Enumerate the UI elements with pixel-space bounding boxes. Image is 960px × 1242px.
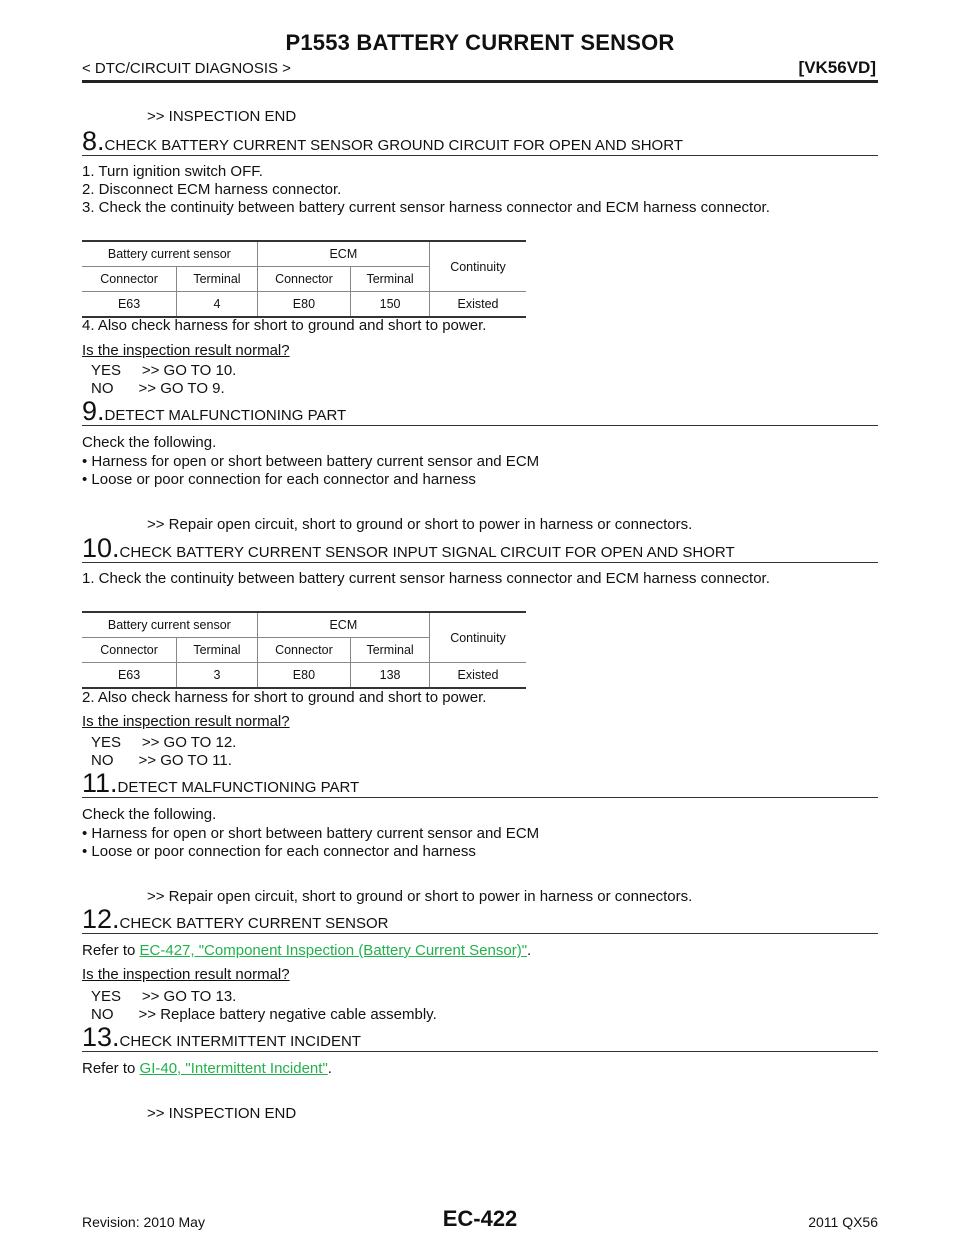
- step-13-heading: [82, 1024, 878, 1052]
- step-13-title: CHECK INTERMITTENT INCIDENT: [119, 1033, 361, 1050]
- header-rule: [82, 80, 878, 83]
- step-11-bullet-2: • Loose or poor connection for each connector and harness: [82, 843, 476, 860]
- step-11-title: DETECT MALFUNCTIONING PART: [117, 779, 360, 796]
- continuity-table-step-8: [82, 240, 526, 318]
- refer-suffix: .: [327, 1060, 332, 1077]
- table-header-continuity: Continuity: [430, 241, 527, 292]
- table-group-sensor: Battery current sensor: [82, 241, 257, 267]
- step-8-question: Is the inspection result normal?: [82, 342, 290, 359]
- step-13-number: 13.: [82, 1022, 120, 1052]
- step-10-after: 2. Also check harness for short to ground and short to power.: [82, 689, 487, 706]
- step-8-item-3: 3. Check the continuity between battery current sensor harness connector and ECM harness connector.: [82, 199, 770, 216]
- top-result: >> INSPECTION END: [147, 108, 297, 125]
- table-header-terminal: Terminal: [351, 638, 430, 663]
- table-cell: Existed: [430, 292, 527, 318]
- table-cell: 150: [351, 292, 430, 318]
- table-header-connector: Connector: [82, 267, 177, 292]
- step-8-item-1: 1. Turn ignition switch OFF.: [82, 163, 263, 180]
- step-12-no: NO >> Replace battery negative cable assembly.: [91, 1006, 437, 1023]
- breadcrumb: < DTC/CIRCUIT DIAGNOSIS >: [82, 60, 291, 77]
- table-row: [82, 292, 526, 318]
- page-title: P1553 BATTERY CURRENT SENSOR: [285, 30, 675, 55]
- step-13-result: >> INSPECTION END: [147, 1105, 297, 1122]
- step-11-heading: [82, 770, 878, 798]
- table-row: [82, 663, 526, 689]
- step-12-refer: [82, 942, 531, 960]
- step-8-heading: [82, 128, 878, 156]
- component-inspection-link[interactable]: EC-427, "Component Inspection (Battery Current Sensor)": [139, 942, 528, 959]
- table-cell: Existed: [430, 663, 527, 689]
- step-13-refer: [82, 1060, 332, 1078]
- step-9-title: DETECT MALFUNCTIONING PART: [104, 407, 347, 424]
- step-9-heading: [82, 398, 878, 426]
- step-8-after: 4. Also check harness for short to ground and short to power.: [82, 317, 487, 334]
- continuity-table-step-10: [82, 611, 526, 689]
- table-cell: 4: [177, 292, 257, 318]
- step-10-heading: [82, 535, 878, 563]
- table-cell: E63: [82, 292, 177, 318]
- table-group-ecm: ECM: [257, 241, 429, 267]
- model-year: 2011 QX56: [808, 1214, 878, 1230]
- model-code: [VK56VD]: [798, 58, 876, 77]
- refer-prefix: Refer to: [82, 942, 140, 959]
- step-10-question: Is the inspection result normal?: [82, 713, 290, 730]
- step-9-bullet-2: • Loose or poor connection for each connector and harness: [82, 471, 476, 488]
- step-11-number: 11.: [82, 768, 118, 798]
- table-header-terminal: Terminal: [177, 638, 257, 663]
- step-9-bullet-1: • Harness for open or short between battery current sensor and ECM: [82, 453, 540, 470]
- step-8-item-2: 2. Disconnect ECM harness connector.: [82, 181, 342, 198]
- step-9-intro: Check the following.: [82, 434, 217, 451]
- table-cell: E80: [257, 663, 350, 689]
- table-header-terminal: Terminal: [351, 267, 430, 292]
- intermittent-incident-link[interactable]: GI-40, "Intermittent Incident": [139, 1060, 328, 1077]
- table-header-connector: Connector: [257, 638, 350, 663]
- revision-date: Revision: 2010 May: [82, 1214, 205, 1230]
- step-10-no: NO >> GO TO 11.: [91, 752, 232, 769]
- table-group-sensor: Battery current sensor: [82, 612, 257, 638]
- step-8-title: CHECK BATTERY CURRENT SENSOR GROUND CIRCUIT FOR OPEN AND SHORT: [104, 137, 683, 154]
- step-10-yes: YES >> GO TO 12.: [91, 734, 237, 751]
- table-cell: E80: [257, 292, 350, 318]
- step-8-yes: YES >> GO TO 10.: [91, 362, 237, 379]
- step-10-title: CHECK BATTERY CURRENT SENSOR INPUT SIGNAL CIRCUIT FOR OPEN AND SHORT: [119, 544, 735, 561]
- step-12-title: CHECK BATTERY CURRENT SENSOR: [119, 915, 389, 932]
- step-8-number: 8.: [82, 126, 105, 156]
- table-header-continuity: Continuity: [430, 612, 527, 663]
- step-9-result: >> Repair open circuit, short to ground or short to power in harness or connectors.: [147, 516, 693, 533]
- step-9-number: 9.: [82, 396, 105, 426]
- step-10-number: 10.: [82, 533, 120, 563]
- table-cell: 3: [177, 663, 257, 689]
- step-12-heading: [82, 906, 878, 934]
- step-11-intro: Check the following.: [82, 806, 217, 823]
- step-12-question: Is the inspection result normal?: [82, 966, 290, 983]
- refer-suffix: .: [527, 942, 532, 959]
- step-11-bullet-1: • Harness for open or short between battery current sensor and ECM: [82, 825, 540, 842]
- step-8-no: NO >> GO TO 9.: [91, 380, 225, 397]
- table-header-terminal: Terminal: [177, 267, 257, 292]
- step-11-result: >> Repair open circuit, short to ground or short to power in harness or connectors.: [147, 888, 693, 905]
- table-group-ecm: ECM: [257, 612, 429, 638]
- table-cell: 138: [351, 663, 430, 689]
- refer-prefix: Refer to: [82, 1060, 140, 1077]
- step-12-yes: YES >> GO TO 13.: [91, 988, 237, 1005]
- page-number: EC-422: [442, 1206, 518, 1231]
- table-header-connector: Connector: [82, 638, 177, 663]
- step-12-number: 12.: [82, 904, 120, 934]
- table-header-connector: Connector: [257, 267, 350, 292]
- step-10-item-1: 1. Check the continuity between battery current sensor harness connector and ECM harness connector.: [82, 570, 770, 587]
- table-cell: E63: [82, 663, 177, 689]
